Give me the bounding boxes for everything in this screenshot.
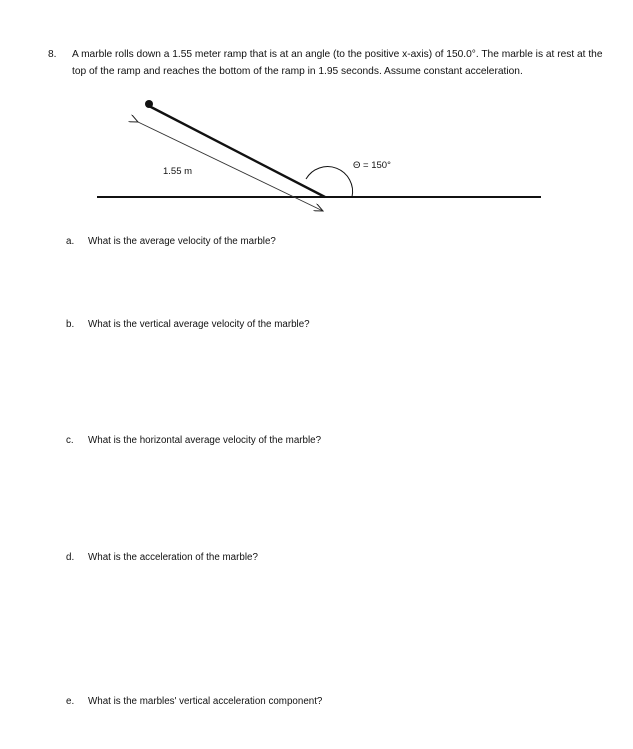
question-text: What is the average velocity of the marble? [88, 236, 276, 247]
question-text: What is the horizontal average velocity of the marble? [88, 435, 322, 446]
ramp-line [149, 106, 325, 197]
question-letter: d. [66, 552, 75, 563]
question-text: What is the marbles' vertical acceleration component? [88, 696, 323, 707]
question-text: What is the acceleration of the marble? [88, 552, 258, 563]
problem-number: 8. [48, 49, 57, 60]
question-a [66, 235, 276, 249]
question-letter: a. [66, 236, 75, 247]
question-b [66, 318, 310, 332]
angle-label: Θ = 150° [353, 160, 391, 171]
question-letter: e. [66, 696, 75, 707]
question-letter: b. [66, 319, 75, 330]
question-text: What is the vertical average velocity of the marble? [88, 319, 310, 330]
problem-text: A marble rolls down a 1.55 meter ramp that is at an angle (to the positive x-axis) of 150.0°. The marble is at rest at the top of the ramp and reaches the bottom of the ramp in 1.95 seconds. Assume constant acceleration. [72, 49, 603, 77]
question-c [66, 434, 321, 448]
question-e [66, 695, 322, 709]
length-label: 1.55 m [163, 166, 193, 177]
question-letter: c. [66, 435, 74, 446]
marble [145, 100, 153, 108]
angle-arc [306, 167, 353, 197]
question-d [66, 551, 258, 565]
